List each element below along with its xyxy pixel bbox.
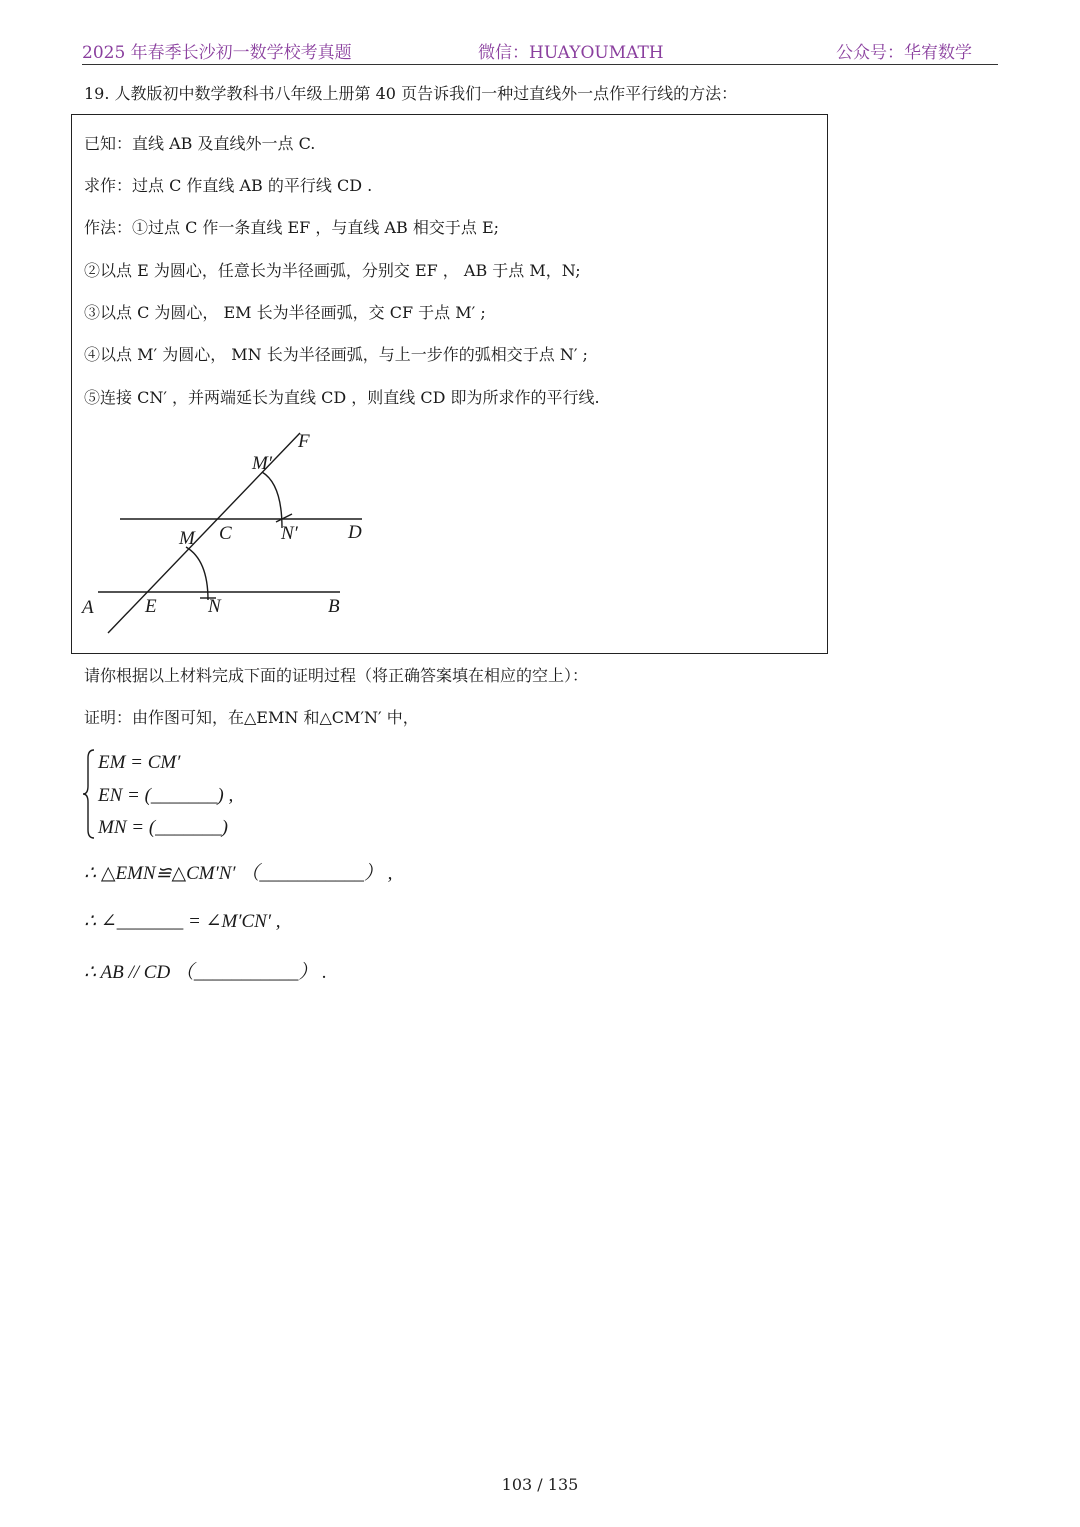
label-d: D: [348, 522, 362, 543]
label-f: F: [298, 431, 310, 452]
page-number: 103 / 135: [501, 1475, 579, 1494]
box-line-known: 已知：直线 AB 及直线外一点 C.: [84, 134, 316, 153]
system-brace: [82, 748, 96, 840]
label-m-prime: M′: [252, 453, 272, 474]
proof-prompt: 请你根据以上材料完成下面的证明过程（将正确答案填在相应的空上）：: [84, 666, 589, 685]
box-line-task: 求作：过点 C 作直线 AB 的平行线 CD .: [84, 176, 373, 195]
box-line-step4: ④以点 M′ 为圆心， MN 长为半径画弧，与上一步作的弧相交于点 N′ ;: [84, 345, 588, 364]
label-c: C: [219, 523, 232, 544]
header-title: 2025 年春季长沙初一数学校考真题: [82, 43, 352, 63]
label-n-prime: N′: [281, 523, 298, 544]
proof-step-congruent: ∴ △EMN≌△CM′N′ （___________） ,: [84, 863, 393, 884]
label-e: E: [145, 596, 157, 617]
box-line-step1: 作法：①过点 C 作一条直线 EF ，与直线 AB 相交于点 E;: [84, 218, 500, 237]
header-account: 公众号：华宥数学: [836, 43, 972, 63]
box-line-step3: ③以点 C 为圆心， EM 长为半径画弧，交 CF 于点 M′ ;: [84, 303, 486, 322]
system-line-2: EN = (_______) ,: [98, 785, 234, 806]
arc-n-prime-tick: [276, 514, 292, 522]
proof-step-angle: ∴ ∠_______ = ∠M′CN′ ,: [84, 911, 281, 932]
proof-intro: 证明：由作图可知，在△EMN 和△CM′N′ 中，: [84, 708, 419, 727]
header-wechat: 微信：HUAYOUMATH: [478, 43, 664, 63]
proof-step-parallel: ∴ AB // CD （___________） .: [84, 962, 327, 983]
system-line-1: EM = CM′: [98, 752, 181, 773]
box-line-step5: ⑤连接 CN′ ，并两端延长为直线 CD ，则直线 CD 即为所求作的平行线.: [84, 388, 600, 407]
label-n: N: [208, 596, 221, 617]
label-b: B: [328, 596, 340, 617]
system-line-3: MN = (_______): [98, 817, 228, 838]
question-intro: 19. 人教版初中数学教科书八年级上册第 40 页告诉我们一种过直线外一点作平行线的方法：: [84, 84, 738, 103]
label-m: M: [179, 528, 195, 549]
label-a: A: [82, 597, 94, 618]
box-line-step2: ②以点 E 为圆心，任意长为半径画弧，分别交 EF ， AB 于点 M，N;: [84, 261, 581, 280]
